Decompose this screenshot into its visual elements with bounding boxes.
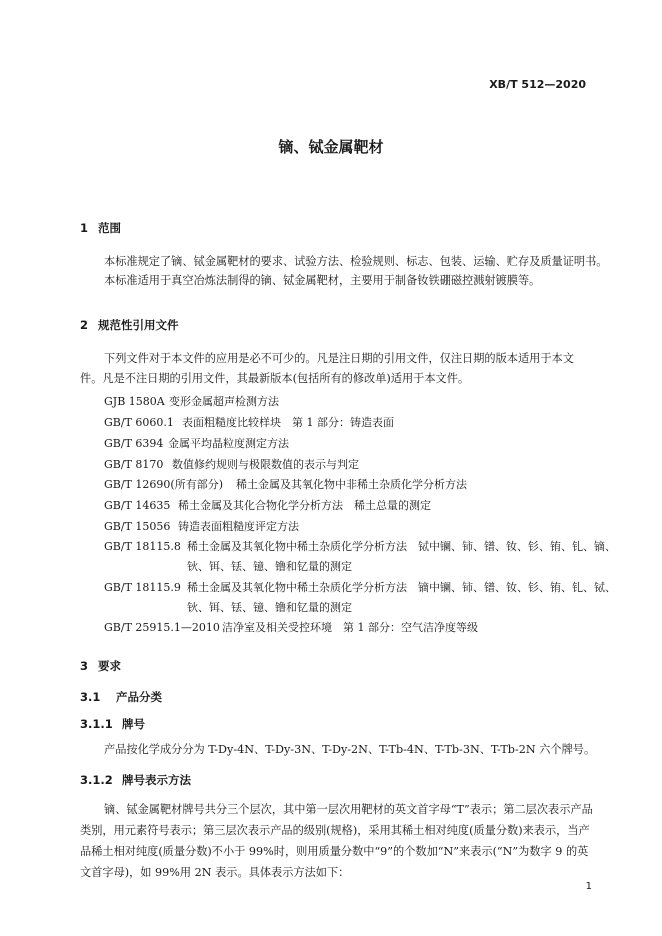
section-title: 范围 xyxy=(98,221,121,235)
section-3-1-2-heading xyxy=(80,772,191,788)
section-title: 牌号 xyxy=(122,717,145,731)
grade-notation-line-2: 类别，用元素符号表示；第三层次表示产品的级别(规格)，采用其稀土相对纯度(质量分数)来表示，当产 xyxy=(80,824,590,837)
page-number: 1 xyxy=(585,881,592,892)
reference-code: GJB 1580A xyxy=(104,395,165,408)
reference-code: GB/T 6394 xyxy=(104,437,164,450)
section-number: 1 xyxy=(80,221,89,235)
reference-code: GB/T 8170 xyxy=(104,458,164,471)
section-number: 2 xyxy=(80,318,89,332)
reference-code: GB/T 14635 xyxy=(104,499,171,512)
reference-title: 变形金属超声检测方法 xyxy=(169,395,279,408)
reference-title: 金属平均晶粒度测定方法 xyxy=(168,437,289,450)
reference-title: 表面粗糙度比较样块 第 1 部分：铸造表面 xyxy=(182,416,394,429)
reference-item xyxy=(104,456,359,472)
reference-code: GB/T 25915.1—2010 xyxy=(104,621,220,634)
reference-item xyxy=(104,538,616,554)
reference-item xyxy=(104,497,431,513)
scope-paragraph-1: 本标准规定了镝、铽金属靶材的要求、试验方法、检验规则、标志、包装、运输、贮存及质量证明书。 xyxy=(104,255,608,268)
scope-paragraph-2: 本标准适用于真空冶炼法制得的镝、铽金属靶材，主要用于制备钕铁硼磁控溅射镀膜等。 xyxy=(104,274,541,287)
reference-code: GB/T 12690(所有部分) xyxy=(104,478,223,491)
references-intro-line-1: 下列文件对于本文件的应用是必不可少的。凡是注日期的引用文件，仅注日期的版本适用于本文 xyxy=(104,352,574,365)
section-title: 要求 xyxy=(98,659,121,673)
grade-paragraph: 产品按化学成分分为 T-Dy-4N、T-Dy-3N、T-Dy-2N、T-Tb-4N、T-Tb-3N、T-Tb-2N 六个牌号。 xyxy=(104,743,596,756)
reference-title: 稀土金属及其化合物化学分析方法 稀土总量的测定 xyxy=(178,499,431,512)
reference-title-continuation: 钬、铒、铥、镱、镥和钇量的测定 xyxy=(187,601,352,614)
section-number: 3.1 xyxy=(80,690,101,704)
grade-notation-line-4: 文首字母)，如 99%用 2N 表示。具体表示方法如下： xyxy=(80,866,350,879)
reference-code: GB/T 18115.9 xyxy=(104,581,181,594)
reference-item xyxy=(104,393,279,409)
reference-title-continuation: 钬、铒、铥、镱、镥和钇量的测定 xyxy=(187,560,352,573)
section-number: 3.1.2 xyxy=(80,773,113,787)
section-3-heading xyxy=(80,658,121,674)
section-3-1-1-heading xyxy=(80,716,145,732)
references-intro-line-2: 件。凡是不注日期的引用文件，其最新版本(包括所有的修改单)适用于本文件。 xyxy=(80,372,470,385)
section-number: 3.1.1 xyxy=(80,717,113,731)
grade-notation-line-3: 品稀土相对纯度(质量分数)不小于 99%时，则用质量分数中“9”的个数加“N”来表示(“N”为数字 9 的英 xyxy=(80,845,589,858)
reference-title: 稀土金属及其氧化物中稀土杂质化学分析方法 铽中镧、铈、镨、钕、钐、铕、钆、镝、 xyxy=(187,540,616,553)
reference-code: GB/T 15056 xyxy=(104,520,171,533)
section-title: 规范性引用文件 xyxy=(98,318,179,332)
reference-item xyxy=(104,435,289,451)
grade-notation-line-1: 镝、铽金属靶材牌号共分三个层次，其中第一层次用靶材的英文首字母“T”表示；第二层次表示产品 xyxy=(104,803,593,816)
section-2-heading xyxy=(80,317,179,333)
section-1-heading xyxy=(80,220,121,236)
reference-item xyxy=(104,619,478,635)
reference-title: 洁净室及相关受控环境 第 1 部分：空气洁净度等级 xyxy=(222,621,478,634)
standard-code: XB/T 512—2020 xyxy=(489,78,586,91)
reference-code: GB/T 6060.1 xyxy=(104,416,174,429)
reference-item xyxy=(104,518,299,534)
reference-item xyxy=(104,476,467,492)
reference-title: 稀土金属及其氧化物中非稀土杂质化学分析方法 xyxy=(236,478,467,491)
reference-title: 稀土金属及其氧化物中稀土杂质化学分析方法 镝中镧、铈、镨、钕、钐、铕、钆、铽、 xyxy=(187,581,616,594)
reference-title: 铸造表面粗糙度评定方法 xyxy=(178,520,299,533)
section-number: 3 xyxy=(80,659,89,673)
reference-item xyxy=(104,579,616,595)
reference-code: GB/T 18115.8 xyxy=(104,540,181,553)
section-title: 牌号表示方法 xyxy=(122,773,191,787)
document-title: 镝、铽金属靶材 xyxy=(278,138,384,156)
section-3-1-heading xyxy=(80,689,162,705)
reference-item xyxy=(104,414,394,430)
section-title: 产品分类 xyxy=(116,690,162,704)
reference-title: 数值修约规则与极限数值的表示与判定 xyxy=(172,458,359,471)
